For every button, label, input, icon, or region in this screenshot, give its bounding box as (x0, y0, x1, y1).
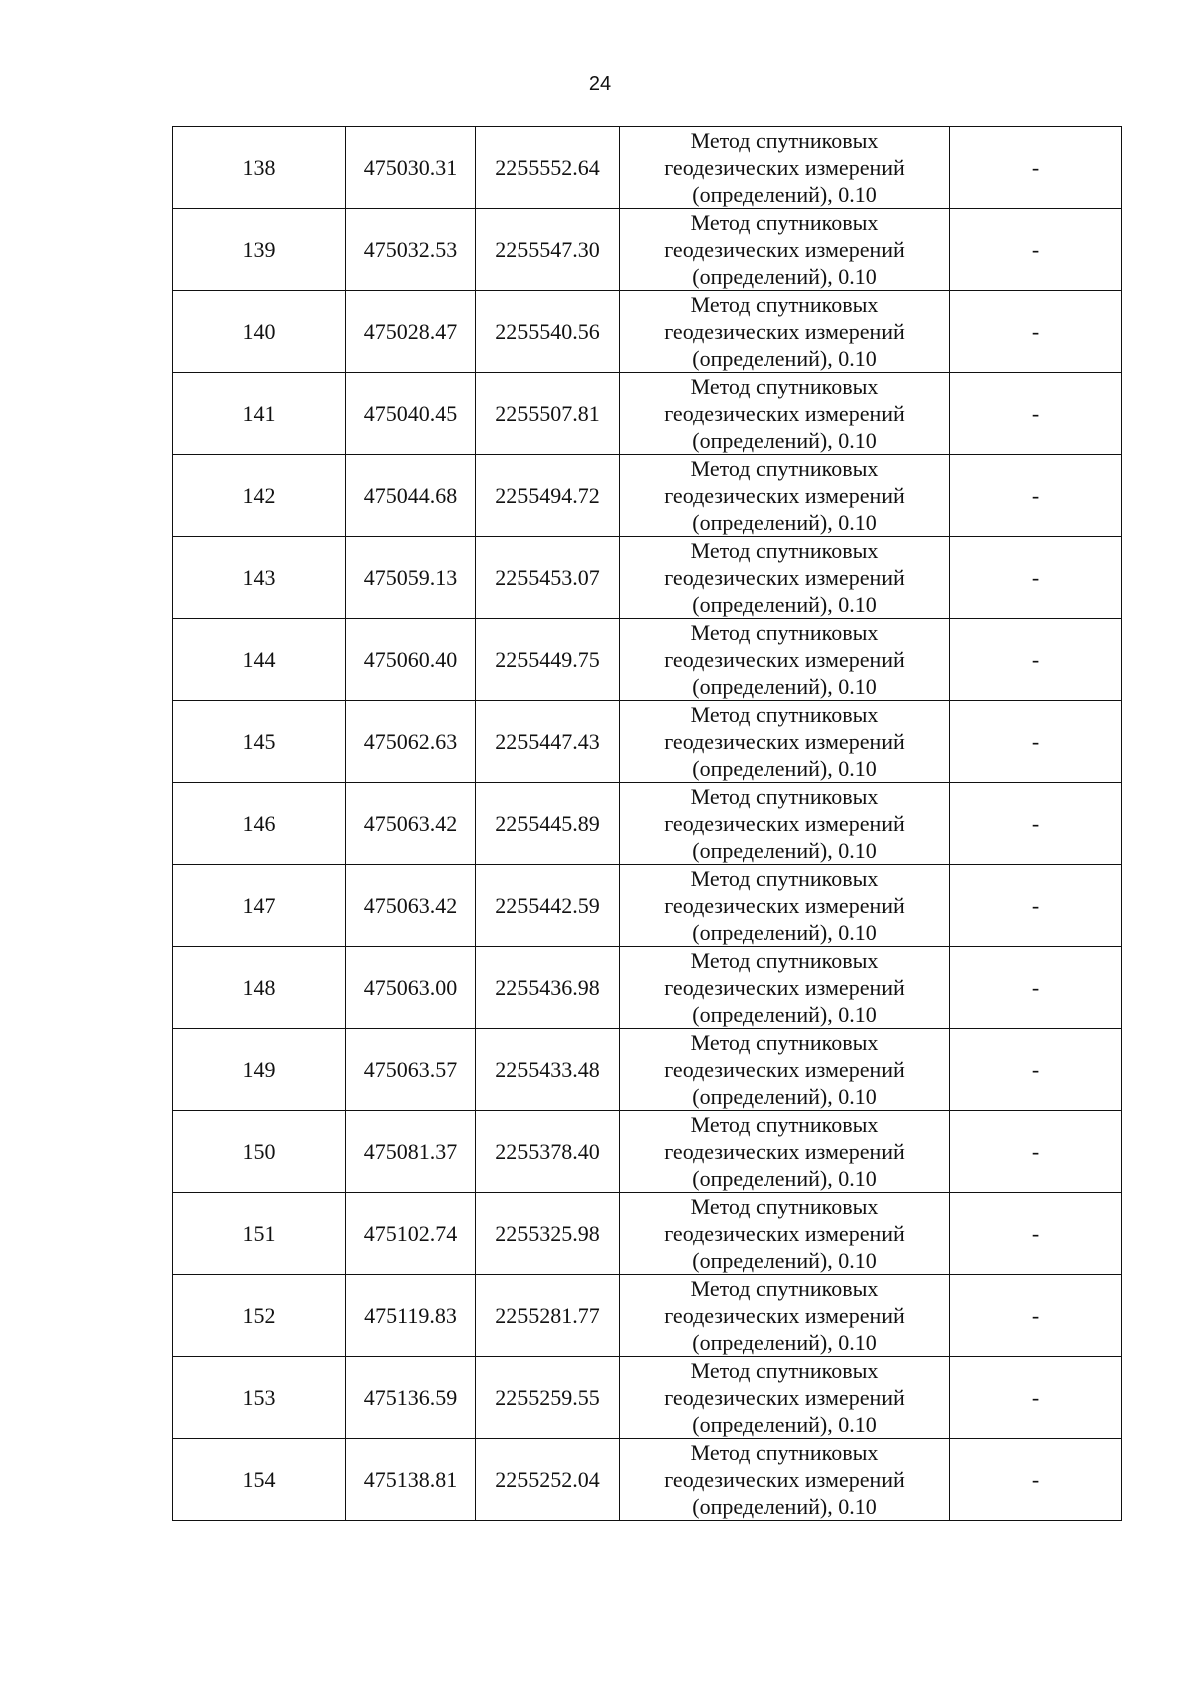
x-coordinate-cell: 475040.45 (346, 373, 476, 455)
method-line: Метод спутниковых (690, 866, 879, 891)
method-line: Метод спутниковых (690, 784, 879, 809)
point-number-cell: 149 (173, 1029, 346, 1111)
note-cell: - (950, 373, 1122, 455)
method-line: (определений), 0.10 (692, 838, 877, 863)
point-number-cell: 150 (173, 1111, 346, 1193)
method-cell (620, 701, 950, 783)
method-line: (определений), 0.10 (692, 1166, 877, 1191)
method-line: геодезических измерений (664, 647, 905, 672)
method-cell (620, 1111, 950, 1193)
note-cell: - (950, 1029, 1122, 1111)
note-cell: - (950, 701, 1122, 783)
method-cell (620, 619, 950, 701)
method-cell (620, 1193, 950, 1275)
table-row (173, 373, 1122, 455)
method-cell (620, 1357, 950, 1439)
method-line: (определений), 0.10 (692, 756, 877, 781)
method-cell (620, 127, 950, 209)
method-line: (определений), 0.10 (692, 920, 877, 945)
point-number-cell: 139 (173, 209, 346, 291)
method-line: (определений), 0.10 (692, 1248, 877, 1273)
method-line: геодезических измерений (664, 155, 905, 180)
method-cell (620, 1439, 950, 1521)
method-line: геодезических измерений (664, 893, 905, 918)
y-coordinate-cell: 2255540.56 (476, 291, 620, 373)
note-cell: - (950, 291, 1122, 373)
method-line: Метод спутниковых (690, 210, 879, 235)
y-coordinate-cell: 2255445.89 (476, 783, 620, 865)
method-line: (определений), 0.10 (692, 346, 877, 371)
coordinates-table (172, 126, 1122, 1521)
x-coordinate-cell: 475062.63 (346, 701, 476, 783)
note-cell: - (950, 783, 1122, 865)
table-row (173, 1357, 1122, 1439)
point-number-cell: 148 (173, 947, 346, 1029)
note-cell: - (950, 1193, 1122, 1275)
point-number-cell: 151 (173, 1193, 346, 1275)
method-line: (определений), 0.10 (692, 182, 877, 207)
point-number-cell: 147 (173, 865, 346, 947)
table-row (173, 947, 1122, 1029)
method-line: Метод спутниковых (690, 1276, 879, 1301)
point-number-cell: 140 (173, 291, 346, 373)
x-coordinate-cell: 475063.42 (346, 865, 476, 947)
table-row (173, 1193, 1122, 1275)
method-line: геодезических измерений (664, 237, 905, 262)
method-cell (620, 455, 950, 537)
method-line: (определений), 0.10 (692, 1412, 877, 1437)
note-cell: - (950, 1111, 1122, 1193)
method-line: геодезических измерений (664, 729, 905, 754)
x-coordinate-cell: 475060.40 (346, 619, 476, 701)
method-line: Метод спутниковых (690, 292, 879, 317)
point-number-cell: 153 (173, 1357, 346, 1439)
method-line: геодезических измерений (664, 319, 905, 344)
point-number-cell: 145 (173, 701, 346, 783)
x-coordinate-cell: 475102.74 (346, 1193, 476, 1275)
method-line: Метод спутниковых (690, 702, 879, 727)
method-line: Метод спутниковых (690, 538, 879, 563)
point-number-cell: 152 (173, 1275, 346, 1357)
method-line: Метод спутниковых (690, 948, 879, 973)
x-coordinate-cell: 475138.81 (346, 1439, 476, 1521)
method-line: геодезических измерений (664, 1057, 905, 1082)
method-line: Метод спутниковых (690, 1194, 879, 1219)
point-number-cell: 142 (173, 455, 346, 537)
y-coordinate-cell: 2255436.98 (476, 947, 620, 1029)
method-line: геодезических измерений (664, 1139, 905, 1164)
method-cell (620, 373, 950, 455)
table-row (173, 1111, 1122, 1193)
method-line: (определений), 0.10 (692, 1494, 877, 1519)
method-cell (620, 209, 950, 291)
method-line: (определений), 0.10 (692, 674, 877, 699)
method-line: Метод спутниковых (690, 128, 879, 153)
method-line: Метод спутниковых (690, 1358, 879, 1383)
x-coordinate-cell: 475136.59 (346, 1357, 476, 1439)
method-cell (620, 865, 950, 947)
method-line: (определений), 0.10 (692, 1002, 877, 1027)
method-line: геодезических измерений (664, 401, 905, 426)
method-line: геодезических измерений (664, 1221, 905, 1246)
method-cell (620, 947, 950, 1029)
note-cell: - (950, 865, 1122, 947)
point-number-cell: 144 (173, 619, 346, 701)
x-coordinate-cell: 475059.13 (346, 537, 476, 619)
y-coordinate-cell: 2255453.07 (476, 537, 620, 619)
point-number-cell: 154 (173, 1439, 346, 1521)
method-line: Метод спутниковых (690, 374, 879, 399)
y-coordinate-cell: 2255325.98 (476, 1193, 620, 1275)
x-coordinate-cell: 475063.57 (346, 1029, 476, 1111)
y-coordinate-cell: 2255378.40 (476, 1111, 620, 1193)
method-line: геодезических измерений (664, 811, 905, 836)
x-coordinate-cell: 475030.31 (346, 127, 476, 209)
y-coordinate-cell: 2255547.30 (476, 209, 620, 291)
method-line: (определений), 0.10 (692, 1084, 877, 1109)
table-row (173, 1029, 1122, 1111)
table-row (173, 1275, 1122, 1357)
method-line: Метод спутниковых (690, 620, 879, 645)
note-cell: - (950, 947, 1122, 1029)
page-number: 24 (588, 73, 612, 95)
y-coordinate-cell: 2255281.77 (476, 1275, 620, 1357)
table-row (173, 127, 1122, 209)
table-row (173, 209, 1122, 291)
note-cell: - (950, 1439, 1122, 1521)
y-coordinate-cell: 2255252.04 (476, 1439, 620, 1521)
y-coordinate-cell: 2255442.59 (476, 865, 620, 947)
method-line: геодезических измерений (664, 483, 905, 508)
y-coordinate-cell: 2255447.43 (476, 701, 620, 783)
method-line: Метод спутниковых (690, 1030, 879, 1055)
note-cell: - (950, 619, 1122, 701)
x-coordinate-cell: 475063.42 (346, 783, 476, 865)
note-cell: - (950, 1275, 1122, 1357)
method-line: геодезических измерений (664, 1467, 905, 1492)
x-coordinate-cell: 475044.68 (346, 455, 476, 537)
method-line: (определений), 0.10 (692, 264, 877, 289)
table-row (173, 865, 1122, 947)
x-coordinate-cell: 475063.00 (346, 947, 476, 1029)
note-cell: - (950, 209, 1122, 291)
y-coordinate-cell: 2255552.64 (476, 127, 620, 209)
method-line: геодезических измерений (664, 1385, 905, 1410)
table-row (173, 537, 1122, 619)
note-cell: - (950, 455, 1122, 537)
x-coordinate-cell: 475032.53 (346, 209, 476, 291)
table-row (173, 1439, 1122, 1521)
y-coordinate-cell: 2255259.55 (476, 1357, 620, 1439)
y-coordinate-cell: 2255494.72 (476, 455, 620, 537)
method-cell (620, 1275, 950, 1357)
method-cell (620, 537, 950, 619)
method-line: (определений), 0.10 (692, 1330, 877, 1355)
table-row (173, 701, 1122, 783)
method-line: Метод спутниковых (690, 1112, 879, 1137)
point-number-cell: 141 (173, 373, 346, 455)
table-row (173, 291, 1122, 373)
method-line: геодезических измерений (664, 975, 905, 1000)
y-coordinate-cell: 2255449.75 (476, 619, 620, 701)
y-coordinate-cell: 2255507.81 (476, 373, 620, 455)
x-coordinate-cell: 475081.37 (346, 1111, 476, 1193)
method-line: Метод спутниковых (690, 1440, 879, 1465)
method-cell (620, 1029, 950, 1111)
point-number-cell: 146 (173, 783, 346, 865)
point-number-cell: 138 (173, 127, 346, 209)
method-cell (620, 783, 950, 865)
table-row (173, 619, 1122, 701)
coordinates-table-body (173, 127, 1122, 1521)
method-line: (определений), 0.10 (692, 510, 877, 535)
note-cell: - (950, 127, 1122, 209)
method-line: (определений), 0.10 (692, 428, 877, 453)
note-cell: - (950, 1357, 1122, 1439)
method-line: Метод спутниковых (690, 456, 879, 481)
point-number-cell: 143 (173, 537, 346, 619)
x-coordinate-cell: 475119.83 (346, 1275, 476, 1357)
table-row (173, 783, 1122, 865)
method-line: геодезических измерений (664, 1303, 905, 1328)
x-coordinate-cell: 475028.47 (346, 291, 476, 373)
method-line: геодезических измерений (664, 565, 905, 590)
method-cell (620, 291, 950, 373)
table-row (173, 455, 1122, 537)
note-cell: - (950, 537, 1122, 619)
method-line: (определений), 0.10 (692, 592, 877, 617)
y-coordinate-cell: 2255433.48 (476, 1029, 620, 1111)
